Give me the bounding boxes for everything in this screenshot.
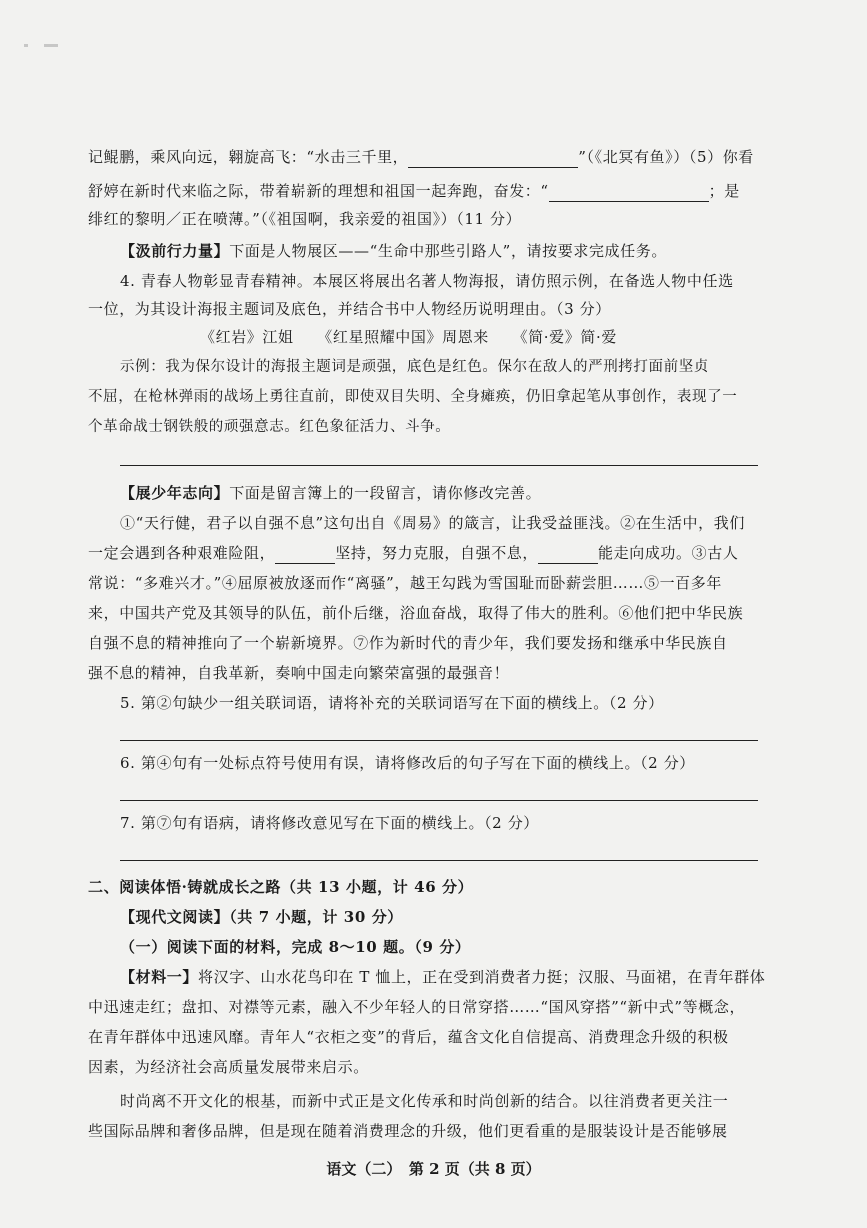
answer-line[interactable] — [120, 740, 758, 741]
text-line: 强不息的精神，自我革新，奏响中国走向繁荣富强的最强音！ — [88, 664, 510, 682]
text-segment: 下面是留言簿上的一段留言，请你修改完善。 — [229, 484, 542, 502]
text-line: 来，中国共产党及其领导的队伍，前仆后继，浴血奋战，取得了伟大的胜利。⑥他们把中华民族 — [88, 604, 744, 622]
scan-speck — [24, 44, 28, 47]
subsection-heading: 【现代文阅读】（共 7 小题，计 30 分） — [120, 908, 403, 926]
text-segment: 舒婷在新时代来临之际，带着崭新的理想和祖国一起奔跑，奋发：“ — [88, 182, 549, 200]
sample-text: 示例：我为保尔设计的海报主题词是顽强，底色是红色。保尔在敌人的严刑拷打面前坚贞 — [120, 359, 709, 375]
text-line — [120, 482, 768, 504]
text-line: 中迅速走红；盘扣、对襟等元素，融入不少年轻人的日常穿搭……“国风穿搭”“新中式”等概念， — [88, 998, 746, 1016]
text-line — [88, 542, 768, 564]
text-line: 常说：“多难兴才。”④屈原被放逐而作“离骚”，越王勾践为雪国耻而卧薪尝胆……⑤一百多年 — [88, 574, 722, 592]
text-line: 一位，为其设计海报主题词及底色，并结合书中人物经历说明理由。（3 分） — [88, 300, 611, 318]
text-segment: 能走向成功。③古人 — [598, 544, 739, 562]
page-footer: 语文（二） 第 2 页（共 8 页） — [326, 1160, 541, 1178]
text-line: 在青年群体中迅速风靡。青年人“衣柜之变”的背后，蕴含文化自信提高、消费理念升级的积极 — [88, 1028, 729, 1046]
text-segment: 记鲲鹏，乘风向远，翱旋高飞：“水击三千里， — [88, 148, 409, 166]
answer-line[interactable] — [120, 860, 758, 861]
question-5: 5. 第②句缺少一组关联词语，请将补充的关联词语写在下面的横线上。（2 分） — [120, 694, 664, 712]
text-line: 时尚离不开文化的根基，而新中式正是文化传承和时尚创新的结合。以往消费者更关注一 — [120, 1092, 729, 1110]
text-line — [88, 180, 768, 202]
text-line: 因素，为经济社会高质量发展带来启示。 — [88, 1058, 369, 1076]
text-segment: 将汉字、山水花鸟印在 T 恤上，正在受到消费者力挺；汉服、马面裙，在青年群体 — [198, 968, 766, 986]
answer-line[interactable] — [120, 465, 758, 466]
text-line: 绯红的黎明／正在喷薄。”（《祖国啊，我亲爱的祖国》）（11 分） — [88, 210, 522, 228]
subsection-heading: （一）阅读下面的材料，完成 8～10 题。（9 分） — [120, 938, 471, 956]
text-line: 些国际品牌和奢侈品牌，但是现在随着消费理念的升级，他们更看重的是服装设计是否能够展 — [88, 1122, 728, 1140]
text-line: 自强不息的精神推向了一个崭新境界。⑦作为新时代的青少年，我们要发扬和继承中华民族自 — [88, 634, 728, 652]
question-7: 7. 第⑦句有语病，请将修改意见写在下面的横线上。（2 分） — [120, 814, 539, 832]
text-segment: 坚持，努力克服，自强不息， — [335, 544, 539, 562]
text-line — [120, 966, 768, 988]
sample-text: 不屈，在枪林弹雨的战场上勇往直前，即使双目失明、全身瘫痪，仍旧拿起笔从事创作，表现了一 — [88, 389, 738, 405]
answer-blank[interactable] — [408, 151, 578, 168]
text-line: ①“天行健，君子以自强不息”这句出自《周易》的箴言，让我受益匪浅。②在生活中，我们 — [120, 514, 745, 532]
section-tag: 【汲前行力量】 — [120, 242, 230, 260]
answer-blank[interactable] — [549, 185, 709, 202]
section-heading: 二、阅读体悟·铸就成长之路（共 13 小题，计 46 分） — [88, 878, 474, 896]
material-tag: 【材料一】 — [120, 968, 199, 986]
text-line — [88, 146, 768, 168]
text-segment: 下面是人物展区——“生命中那些引路人”，请按要求完成任务。 — [229, 242, 667, 260]
answer-line[interactable] — [120, 800, 758, 801]
candidate-list: 《红岩》江姐 《红星照耀中国》周恩来 《简·爱》简·爱 — [200, 328, 617, 346]
answer-blank[interactable] — [275, 547, 335, 564]
answer-blank[interactable] — [538, 547, 598, 564]
text-segment: ”（《北冥有鱼》）（5）你看 — [578, 148, 754, 166]
sample-text: 个革命战士钢铁般的顽强意志。红色象征活力、斗争。 — [88, 419, 451, 435]
scan-speck — [44, 44, 58, 47]
section-tag: 【展少年志向】 — [120, 484, 230, 502]
text-line — [120, 240, 768, 262]
text-segment: 一定会遇到各种艰难险阻， — [88, 544, 276, 562]
text-segment: ；是 — [708, 182, 740, 200]
question-4: 4. 青春人物彰显青春精神。本展区将展出名著人物海报，请仿照示例，在备选人物中任选 — [120, 272, 734, 290]
question-6: 6. 第④句有一处标点符号使用有误，请将修改后的句子写在下面的横线上。（2 分） — [120, 754, 695, 772]
